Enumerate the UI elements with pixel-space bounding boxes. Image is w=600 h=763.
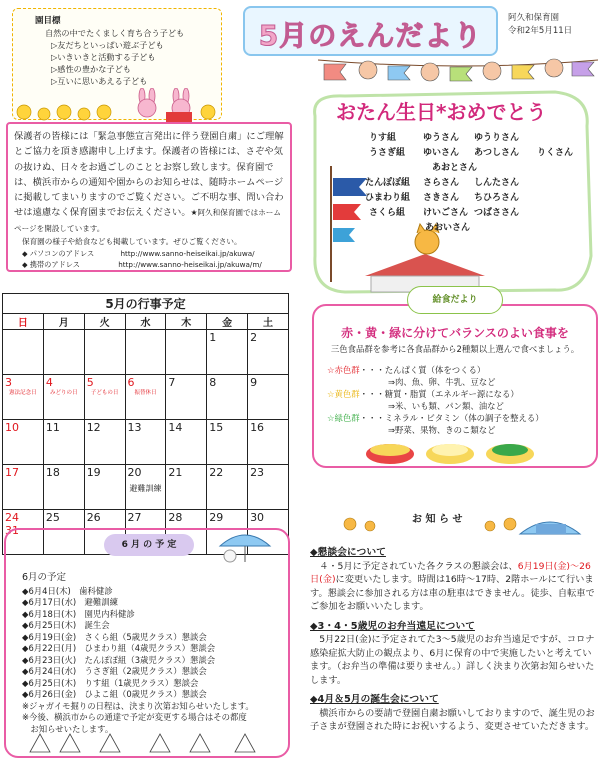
food-group-name: ☆黄色群 [327, 389, 360, 399]
food-group-example: ⇒野菜、果物、きのこ類など [388, 425, 496, 435]
notice-body-meeting [310, 560, 600, 614]
calendar-day-cell [3, 375, 44, 420]
bday-name: りくさん [537, 148, 574, 158]
calendar-day-cell [84, 420, 125, 465]
calendar-day-cell [125, 420, 166, 465]
june-schedule-item: ◆6月25日(木) 誕生会 [22, 620, 110, 630]
day-number: 30 [250, 511, 265, 524]
day-number: 24 [5, 511, 19, 524]
goal-line: ▷いきいきと活動する子ども [51, 52, 156, 62]
bday-class: りす組 [369, 133, 397, 143]
calendar-day-cell [125, 375, 166, 420]
day-number: 14 [168, 421, 183, 434]
notice-body-birthday: 横浜市からの要請で登園自粛お願いしておりますので、誕生児のお子さまが登園された時にお祝いするよう、変更させていただきます。 [310, 707, 595, 732]
day-number: 1 [209, 331, 217, 344]
chicks-and-rabbit-illustration [12, 88, 224, 122]
goal-line: 自然の中でたくましく育ち合う子ども [45, 28, 185, 38]
calendar-day-cell [248, 330, 289, 375]
calendar-day-cell [3, 330, 44, 375]
june-schedule-item: ※ジャガイモ掘りの日程は、決まり次第お知らせいたします。 [22, 700, 254, 711]
may-calendar [2, 293, 289, 537]
calendar-day-cell [166, 375, 207, 420]
day-number: 27 [127, 511, 142, 524]
homepage-note: ★阿久和保育園ではホームページを開設しています。 [14, 208, 281, 233]
calendar-day-cell [3, 420, 44, 465]
homepage-sub-note: 保育園の様子や給食なども掲載しています。ぜひご覧ください。 [22, 237, 242, 247]
june-schedule-list [22, 572, 254, 735]
bday-name: さきさん [423, 193, 460, 203]
june-schedule-item: ◆6月24日(水) うさぎ組（2歳児クラス）懇談会 [22, 666, 207, 676]
day-number: 12 [86, 421, 101, 434]
notice-date: 6月19日(金) [517, 560, 570, 572]
june-schedule-item: ◆6月26日(金) ひよこ組（0歳児クラス）懇談会 [22, 689, 207, 699]
weekday-header: 火 [84, 314, 125, 330]
june-schedule-item: ◆6月4日(木) 歯科健診 [22, 585, 113, 596]
bday-name: つばささん [474, 208, 520, 218]
calendar-day-cell [248, 420, 289, 465]
food-group-desc: ・・・たんぱく質（体をつくる） [359, 365, 486, 375]
day-number: 9 [250, 376, 258, 389]
day-number: 8 [209, 376, 217, 389]
calendar-day-cell [43, 420, 84, 465]
day-number: 11 [45, 421, 60, 434]
day-number: 29 [209, 511, 224, 524]
calendar-day-cell [207, 375, 248, 420]
food-group-desc: ・・・糖質・脂質（エネルギー源になる） [359, 389, 519, 399]
food-group-red [327, 364, 485, 376]
calendar-day-cell [248, 465, 289, 510]
calendar-day-cell [84, 465, 125, 510]
newsletter-title: 5月のえんだより [258, 19, 483, 52]
day-event: 憲法記念日 [9, 390, 37, 396]
june-schedule-item: ◆6月25日(木) りす組（1歳児クラス）懇談会 [22, 677, 199, 688]
bday-class: たんぽぽ組 [365, 178, 411, 188]
calendar-day-cell [207, 420, 248, 465]
day-number: 23 [250, 466, 265, 479]
title-banner [243, 6, 498, 56]
calendar-title: 5月の行事予定 [3, 294, 289, 314]
day-number: 25 [45, 511, 60, 524]
day-number: 16 [250, 421, 265, 434]
bday-name: あおいさん [425, 223, 471, 233]
food-bowls-illustration [360, 432, 540, 468]
notice-date-separator: ～ [569, 560, 580, 572]
bday-name: ゆいさん [423, 148, 460, 158]
food-group-example: ⇒肉、魚、卵、牛乳、豆など [388, 377, 496, 387]
weekday-header: 金 [207, 314, 248, 330]
bday-name: けいごさん [423, 208, 469, 218]
june-heading: 6月の予定 [22, 572, 67, 583]
day-event: 子どもの日 [90, 390, 119, 396]
day-number: 2 [250, 331, 258, 344]
june-schedule-item: ◆6月18日(木) 園児内科健診 [22, 608, 135, 619]
day-number: 17 [5, 466, 19, 479]
june-schedule-item: ◆6月19日(金) さくら組（5歳児クラス）懇談会 [22, 631, 207, 642]
day-number: 28 [168, 511, 183, 524]
parents-message-box [6, 122, 292, 272]
goal-line: ▷互いに思いあえる子ども [51, 76, 148, 86]
bday-name: あおとさん [432, 163, 478, 173]
calendar-day-cell [125, 330, 166, 375]
day-number: 4 [45, 376, 53, 389]
day-number: 19 [86, 466, 101, 479]
notice-heading-birthday: ◆4月＆5月の誕生会について [310, 694, 439, 705]
food-group-desc: ・・・ミネラル・ビタミン（体の調子を整える） [359, 413, 544, 423]
bday-name: ゆうりさん [474, 133, 520, 143]
onigiri-characters-illustration [10, 728, 280, 756]
weekday-header: 木 [166, 314, 207, 330]
calendar-day-cell [43, 375, 84, 420]
day-number: 15 [209, 421, 224, 434]
calendar-day-cell [207, 330, 248, 375]
day-event: 振替休日 [134, 390, 157, 396]
weekday-header: 水 [125, 314, 166, 330]
notice-heading-meeting: ◆懇談会について [310, 547, 386, 558]
calendar-day-cell [248, 375, 289, 420]
pc-url-link[interactable]: http://www.sanno-heiseikai.jp/akuwa/ [120, 248, 255, 258]
day-number: 21 [168, 466, 183, 479]
message-body [14, 129, 284, 236]
rabbit-umbrella-illustration [210, 528, 280, 564]
june-schedule-item: ◆6月23日(火) たんぽぽ組（3歳児クラス）懇談会 [22, 654, 216, 665]
day-number: 22 [209, 466, 224, 479]
food-title: 赤・黄・緑に分けてバランスのよい食事を [341, 326, 569, 340]
bday-class: ひまわり組 [365, 193, 411, 203]
nursery-info [508, 12, 572, 38]
goal-line: ▷友だちといっぱい遊ぶ子ども [51, 40, 164, 50]
food-group-green [327, 412, 544, 424]
notice-text: ４・5月に予定されていた各クラスの懇談会は、 [319, 560, 518, 572]
calendar-day-cell [125, 465, 166, 510]
bday-name: ゆうさん [423, 133, 460, 143]
calendar-day-cell [84, 375, 125, 420]
nursery-name: 阿久和保育園 [508, 13, 560, 23]
calendar-day-cell [166, 330, 207, 375]
bday-name: ちひろさん [474, 193, 520, 203]
day-number: 3 [5, 376, 12, 389]
bday-name: あつしさん [474, 148, 520, 158]
food-group-yellow [327, 388, 519, 400]
food-group-name: ☆緑色群 [327, 413, 360, 423]
weekday-header: 土 [248, 314, 289, 330]
food-group-example: ⇒米、いも類、パン類、油など [388, 401, 504, 411]
goal-line: ▷感性の豊かな子ども [51, 64, 131, 74]
pc-address-label: ◆ パソコンのアドレス [22, 248, 95, 258]
day-number: 5 [86, 376, 94, 389]
june-schedule-item: お知らせいたします。 [22, 723, 114, 734]
goals-title: 園目標 [35, 16, 61, 26]
weekday-header: 日 [3, 314, 44, 330]
mobile-url-link[interactable]: http://www.sanno-heiseikai.jp/akuwa/m/ [118, 259, 262, 269]
bday-name: さらさん [423, 178, 460, 188]
day-number: 31 [5, 524, 19, 537]
bday-class: さくら組 [369, 208, 406, 218]
notice-date: 26日(金) [310, 560, 591, 585]
day-number: 13 [127, 421, 142, 434]
notice-section [310, 546, 600, 734]
carp-streamer-bunting [318, 54, 598, 82]
day-number: 6 [127, 376, 135, 389]
calendar-day-cell [166, 465, 207, 510]
notice-banner-text: お 知 ら せ [412, 514, 463, 525]
notice-heading-excursion: ◆3・4・5歳児のお弁当遠足について [310, 620, 475, 632]
day-number: 18 [45, 466, 60, 479]
june-schedule-item: ◆6月17日(水) 避難訓練 [22, 597, 118, 607]
mobile-address-label: ◆ 携帯のアドレス [22, 259, 80, 269]
day-event: みどりの日 [50, 390, 78, 396]
calendar-table [2, 293, 289, 555]
calendar-day-cell [43, 465, 84, 510]
notice-text: に変更いたします。時間は16時～17時、2階ホールにて行います。懇談会に参加される方は車の駐車はできません。徒歩、自転車でご参加をお願いいたします。 [310, 574, 595, 612]
calendar-day-cell [84, 330, 125, 375]
june-schedule-banner [104, 534, 194, 556]
food-subtitle: 三色食品群を参考に各食品群から2種類以上選んで食べましょう。 [330, 344, 580, 354]
food-newsletter-badge: 給食だより [407, 286, 503, 314]
weekday-header: 月 [43, 314, 84, 330]
birthday-title: おたん生日*おめでとう [336, 100, 547, 124]
june-schedule-item: ◆6月22日(月) ひまわり組（4歳児クラス）懇談会 [22, 643, 216, 653]
day-number: 7 [168, 376, 176, 389]
notice-body-excursion: 5月22日(金)に予定されてた3～5歳児のお弁当遠足ですが、コロナ感染症拡大防止の観点より、6月に保育の中で実施したいと考えています。（お弁当の準備は要りません。）詳しく決まり次第お知らせいたします。 [310, 634, 595, 686]
calendar-day-cell [43, 330, 84, 375]
issue-date: 令和2年5月11日 [508, 26, 573, 36]
food-group-name: ☆赤色群 [327, 365, 360, 375]
day-number: 20 [127, 466, 142, 479]
day-number: 26 [86, 511, 101, 524]
message-text: 保護者の皆様には「緊急事態宣言発出に伴う登園自粛」にご理解とご協力を頂き感謝申し上げます。保護者の皆様には、さぞや気の抜けぬ、日々をお過ごしのこととお察し致します。保育園では、横浜市からの通知や園からのお知らせは、随時ホームページに掲載してまいりますのでご覧ください。ご不明な事、問い合わせは遠慮なく保育園までお伝えください。 [14, 131, 284, 219]
calendar-day-cell [166, 420, 207, 465]
bday-name: しんたさん [474, 178, 520, 188]
day-event: 避難訓練 [129, 484, 162, 493]
june-schedule-item: ※今後、横浜市からの通達で予定が変更する場合はその都度 [22, 712, 247, 722]
calendar-day-cell [3, 465, 44, 510]
day-number: 10 [5, 421, 19, 434]
calendar-day-cell [207, 465, 248, 510]
bday-class: うさぎ組 [369, 148, 406, 158]
june-banner-text: 6 月 の 予 定 [121, 540, 177, 550]
